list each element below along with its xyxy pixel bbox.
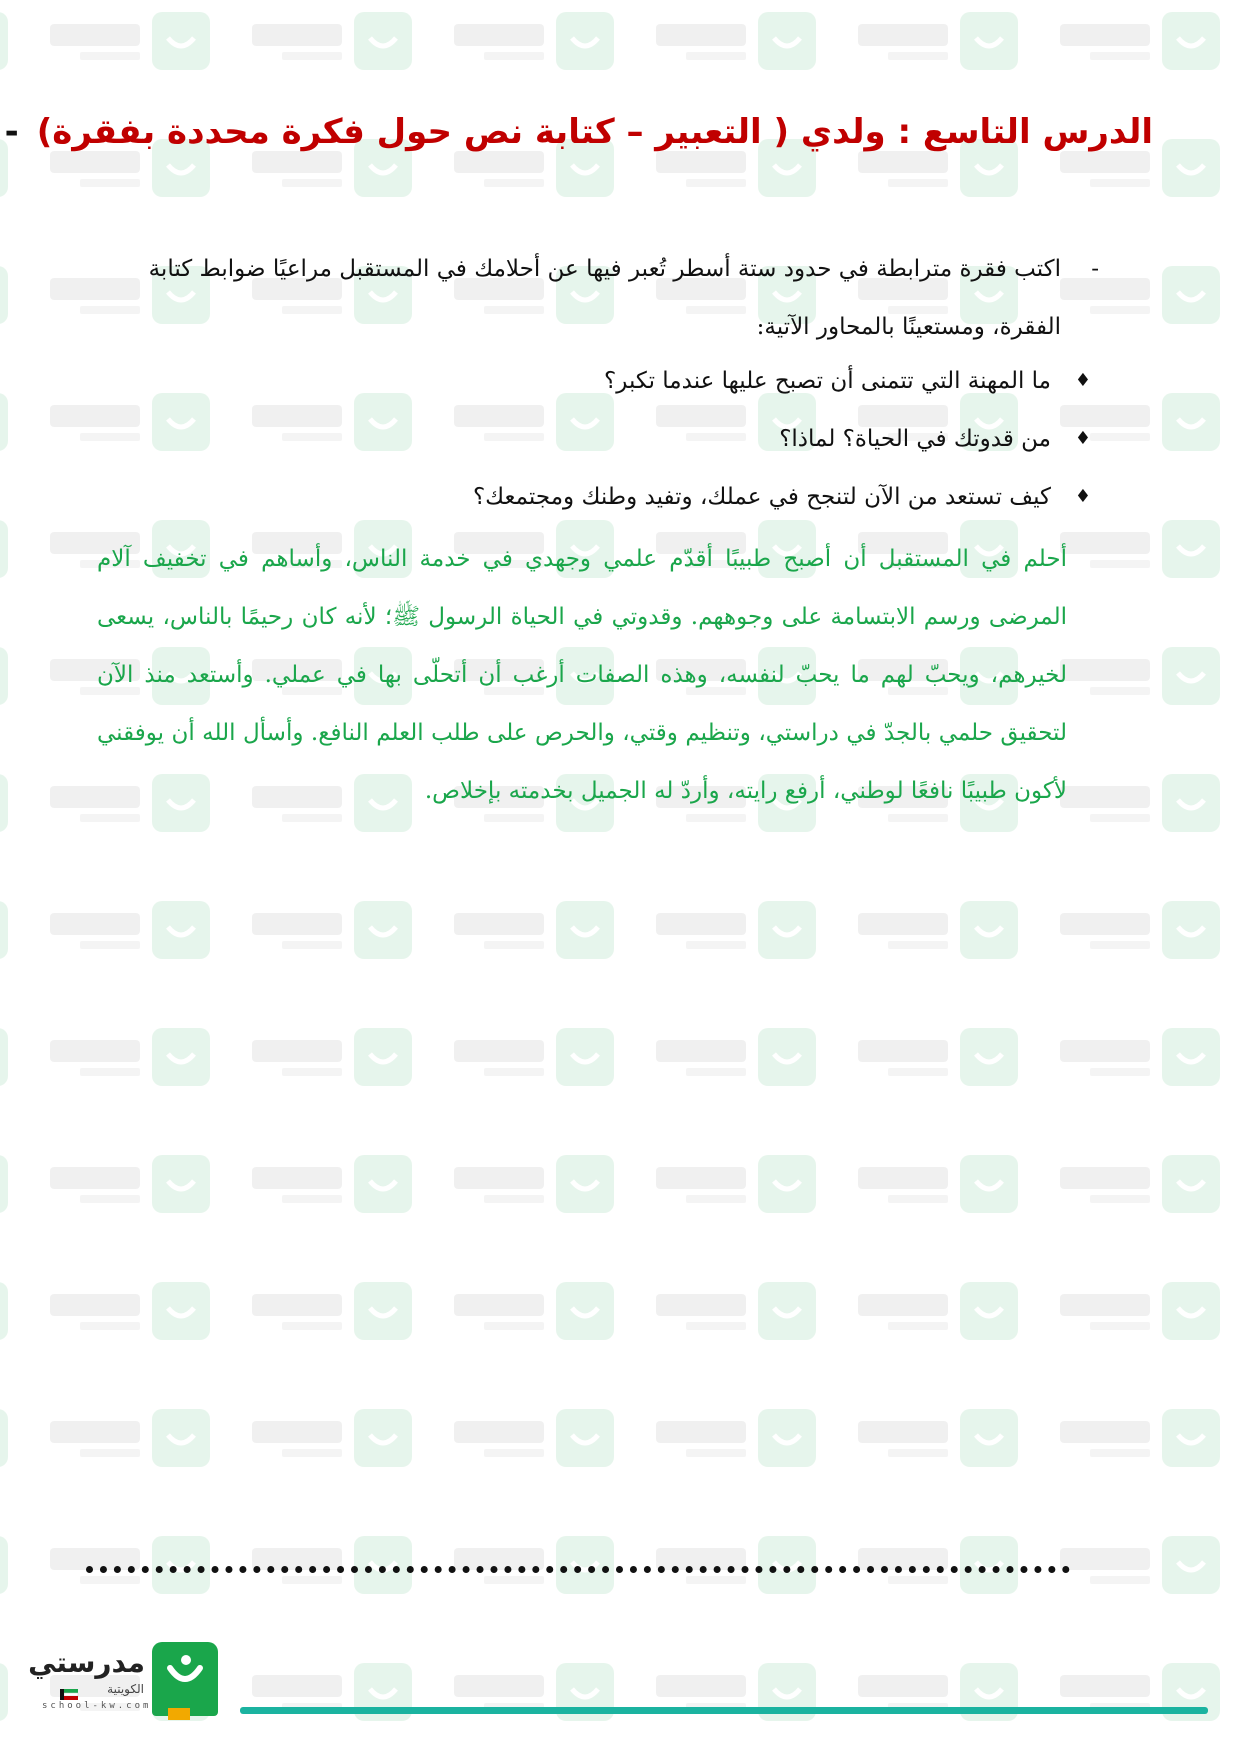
prompt-dash: - — [1091, 256, 1099, 282]
prompt-axes-list — [191, 352, 1091, 526]
dotted-separator — [86, 1556, 1070, 1573]
axis-text: كيف تستعد من الآن لتنجح في عملك، وتفيد وطنك ومجتمعك؟ — [472, 484, 1051, 510]
diamond-bullet-icon: ♦ — [1074, 428, 1091, 449]
lesson-title — [4, 108, 1153, 156]
footer-accent-line — [240, 1707, 1208, 1714]
logo-name: مدرستي — [28, 1646, 145, 1679]
lesson-title-trail: - — [4, 112, 19, 152]
logo-domain: school-kw.com — [42, 1701, 152, 1711]
diamond-bullet-icon: ♦ — [1074, 370, 1091, 391]
lesson-title-text: الدرس التاسع : ولدي ( التعبير – كتابة نص حول فكرة محددة بفقرة) — [36, 112, 1153, 152]
list-item — [191, 352, 1091, 410]
axis-text: من قدوتك في الحياة؟ لماذا؟ — [779, 426, 1051, 452]
axis-text: ما المهنة التي تتمنى أن تصبح عليها عندما تكبر؟ — [604, 368, 1051, 394]
list-item — [191, 410, 1091, 468]
writing-prompt — [101, 240, 1099, 356]
diamond-bullet-icon: ♦ — [1074, 486, 1091, 507]
logo-subtitle: الكويتية — [107, 1682, 144, 1696]
prompt-text: اكتب فقرة مترابطة في حدود ستة أسطر تُعبر فيها عن أحلامك في المستقبل مراعيًا ضوابط كتابة الفقرة، ومستعينًا بالمحاور الآتية: — [148, 256, 1061, 340]
model-answer-paragraph: أحلم في المستقبل أن أصبح طبيبًا أقدّم علمي وجهدي في خدمة الناس، وأساهم في تخفيف آلام المرضى ورسم الابتسامة على وجوههم. وقدوتي في الحياة الرسول ﷺ؛ لأنه كان رحيمًا بالناس، يسعى لخيرهم، ويحبّ لهم ما يحبّ لنفسه، وهذه الصفات أرغب أن أتحلّى بها في عملي. وأستعد منذ الآن لتحقيق حلمي بالجدّ في دراستي، وتنظيم وقتي، والحرص على طلب العلم النافع. وأسأل الله أن يوفقني لأكون طبيبًا نافعًا لوطني، أرفع رايته، وأردّ له الجميل بخدمته بإخلاص. — [97, 546, 1067, 804]
list-item — [191, 468, 1091, 526]
